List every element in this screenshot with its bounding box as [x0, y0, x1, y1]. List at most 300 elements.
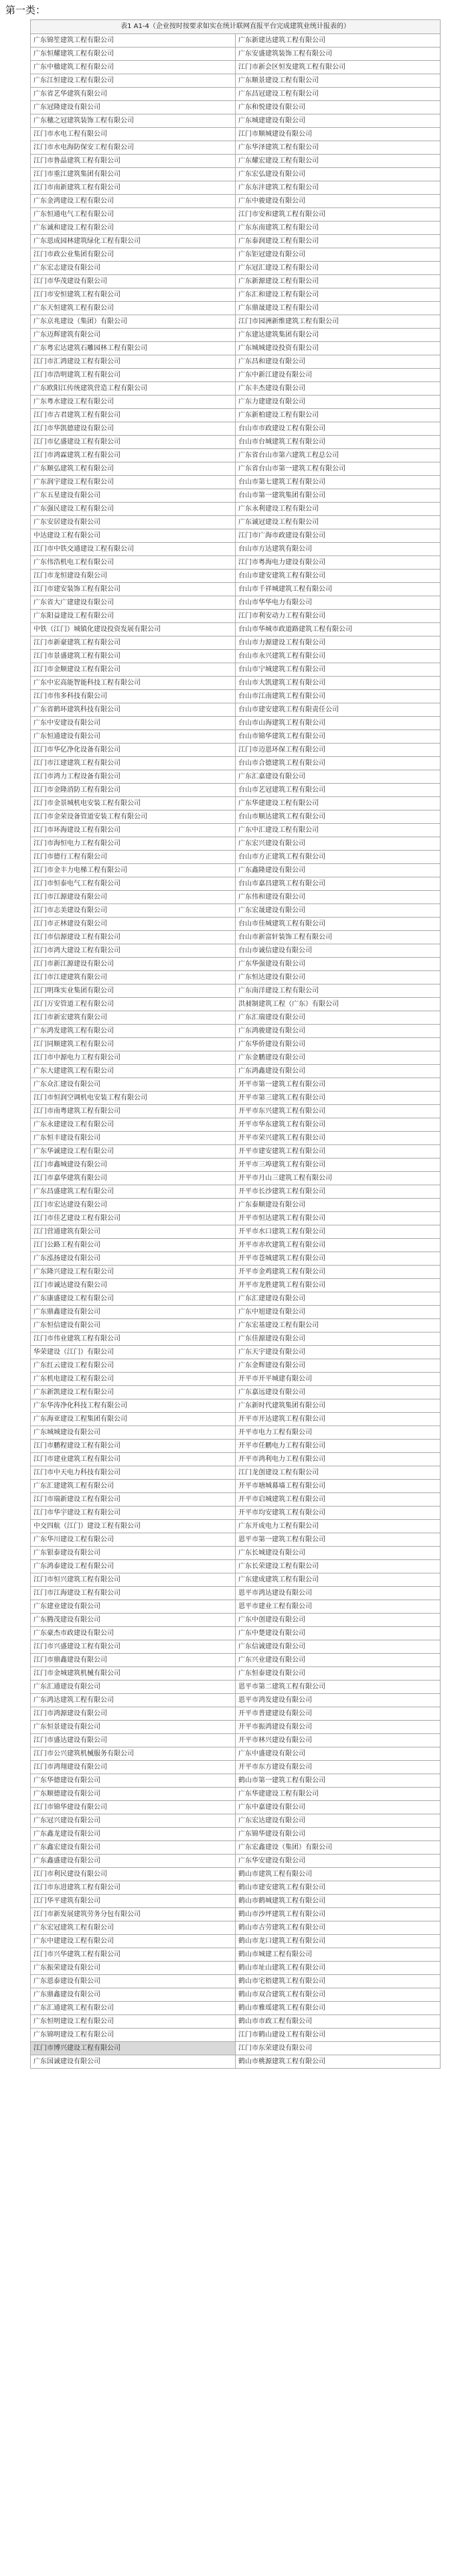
table-row	[31, 1988, 441, 2002]
company-name-left: 广东海亚建设工程集团有限公司	[31, 1413, 236, 1426]
company-name-left: 江门市新宏建筑有限公司	[31, 1011, 236, 1025]
company-name-right: 台山市华城市政道路建筑工程有限公司	[236, 623, 441, 636]
company-name-left: 江门市中源电力工程有限公司	[31, 1051, 236, 1065]
table-row	[31, 1118, 441, 1132]
company-name-left: 江门市志美建设有限公司	[31, 904, 236, 918]
table-row	[31, 904, 441, 918]
company-name-right: 江门市新会区恒发建筑工程有限公司	[236, 61, 441, 74]
company-name-right: 开平市长沙建筑工程有限公司	[236, 1185, 441, 1199]
company-name-right: 江门市顺城建设有限公司	[236, 128, 441, 141]
company-name-left: 广东隆兴建设工程有限公司	[31, 1266, 236, 1279]
table-row	[31, 101, 441, 114]
company-name-right: 江门市粤海电力建设有限公司	[236, 556, 441, 570]
company-name-right: 广东泰顺建设有限公司	[236, 1199, 441, 1212]
company-name-right: 广东南洋建设工程有限公司	[236, 984, 441, 998]
company-name-left: 广东城城建设有限公司	[31, 1426, 236, 1440]
company-name-left: 江门市恒兴建筑工程有限公司	[31, 1573, 236, 1587]
table-row	[31, 489, 441, 503]
table-row	[31, 1279, 441, 1292]
company-name-right: 广东宏鑫建设（集团）有限公司	[236, 1841, 441, 1855]
company-name-right: 开平市开平城建有限公司	[236, 1373, 441, 1386]
company-name-right: 广东恒达建设有限公司	[236, 971, 441, 984]
table-row	[31, 1908, 441, 1921]
company-name-right: 广东昌和建设有限公司	[236, 355, 441, 369]
company-name-right: 台山市江南建筑工程有限公司	[236, 690, 441, 703]
company-name-left: 江门市南粤建筑工程有限公司	[31, 1105, 236, 1118]
company-name-right: 广东建成建筑工程有限公司	[236, 1573, 441, 1587]
table-row	[31, 275, 441, 288]
company-name-right: 台山市方达建筑有限公司	[236, 543, 441, 556]
company-name-right: 开平市开达建筑工程有限公司	[236, 1413, 441, 1426]
table-row	[31, 315, 441, 329]
table-row	[31, 155, 441, 168]
table-row	[31, 690, 441, 703]
company-name-right: 台山市方正建筑工程有限公司	[236, 851, 441, 864]
table-row	[31, 1011, 441, 1025]
company-name-right: 台山市市政建设工程有限公司	[236, 422, 441, 436]
table-row	[31, 1895, 441, 1908]
company-name-left: 江门市德行工程有限公司	[31, 851, 236, 864]
table-row	[31, 770, 441, 784]
company-name-left: 江门市东进建筑工程有限公司	[31, 1881, 236, 1895]
table-row	[31, 1828, 441, 1841]
table-row	[31, 1453, 441, 1466]
company-name-right: 广东宏基建设工程有限公司	[236, 1319, 441, 1333]
company-name-right: 恩平市第一建筑工程有限公司	[236, 1533, 441, 1547]
company-name-left: 广东诚和建设工程有限公司	[31, 222, 236, 235]
company-name-left: 广东建业建设有限公司	[31, 1600, 236, 1614]
table-row	[31, 824, 441, 837]
company-name-left: 广东鸿泰建设工程有限公司	[31, 1560, 236, 1573]
company-name-left: 江门市兴华建筑工程有限公司	[31, 1948, 236, 1962]
company-name-right: 广东华侨建设有限公司	[236, 1038, 441, 1051]
company-name-right: 台山市新富轩装饰工程有限公司	[236, 931, 441, 944]
company-name-right: 开平市龙胜建筑工程有限公司	[236, 1279, 441, 1292]
company-name-right: 广东华强建设有限公司	[236, 958, 441, 971]
table-body	[31, 34, 441, 2069]
company-name-right: 江门市东荣建设有限公司	[236, 2042, 441, 2055]
company-name-right: 开平市鸿利电力工程有限公司	[236, 1453, 441, 1466]
company-name-left: 江门明珠实业集团有限公司	[31, 984, 236, 998]
company-name-right: 广东耀宏建设工程有限公司	[236, 155, 441, 168]
company-name-right: 广东天宇建设有限公司	[236, 1346, 441, 1359]
table-row	[31, 1654, 441, 1667]
company-name-left: 广东中安建设有限公司	[31, 717, 236, 730]
company-name-left: 江门市诚达建设有限公司	[31, 1279, 236, 1292]
table-row	[31, 1533, 441, 1547]
company-name-left: 广东穗之冠建筑装饰工程有限公司	[31, 114, 236, 128]
table-row	[31, 1600, 441, 1614]
company-name-left: 江门市重江建筑集团有限公司	[31, 168, 236, 181]
company-name-left: 广东金鸿建设工程有限公司	[31, 195, 236, 208]
company-name-right: 鹤山市宅梧建筑工程有限公司	[236, 1975, 441, 1988]
company-name-left: 江门市鑫城建设有限公司	[31, 1158, 236, 1172]
company-name-left: 广东强民建设工程有限公司	[31, 503, 236, 516]
table-row	[31, 1266, 441, 1279]
company-name-right: 广东金鹏建设有限公司	[236, 1051, 441, 1065]
company-name-right: 广东顺景建设工程有限公司	[236, 74, 441, 88]
table-row	[31, 1881, 441, 1895]
table-row	[31, 248, 441, 262]
company-name-right: 恩平市第二建筑工程有限公司	[236, 1681, 441, 1694]
company-name-left: 广东冠兴建设有限公司	[31, 1814, 236, 1828]
company-name-left: 江门市鼎鑫建设有限公司	[31, 1654, 236, 1667]
table-row	[31, 1306, 441, 1319]
company-name-right: 广东华建建设工程有限公司	[236, 797, 441, 810]
company-name-right: 广东中骏建设有限公司	[236, 195, 441, 208]
table-row	[31, 1051, 441, 1065]
company-name-left: 江门市宏达建设有限公司	[31, 1199, 236, 1212]
company-name-left: 广东中建建设工程有限公司	[31, 1935, 236, 1948]
company-name-left: 江门市正林建设有限公司	[31, 918, 236, 931]
company-name-left: 江门市水电海防保安工程有限公司	[31, 141, 236, 155]
company-name-right: 台山市锦华建筑工程有限公司	[236, 730, 441, 744]
company-name-right: 江门市迈恩环保工程有限公司	[236, 744, 441, 757]
table-row	[31, 1948, 441, 1962]
table-row	[31, 1426, 441, 1440]
company-name-right: 鹤山市沙坪建筑工程有限公司	[236, 1908, 441, 1921]
table-row	[31, 302, 441, 315]
company-name-left: 江门市亿盛建设工程有限公司	[31, 436, 236, 449]
table-row	[31, 1667, 441, 1681]
company-name-left: 广东江恒建设工程有限公司	[31, 74, 236, 88]
company-name-left: 广东腾茂建设有限公司	[31, 1614, 236, 1627]
company-name-left: 广东恒耀建筑工程有限公司	[31, 48, 236, 61]
company-name-right: 广东汇瑞建设有限公司	[236, 1011, 441, 1025]
company-name-right: 开平市普建建设有限公司	[236, 1707, 441, 1721]
company-name-right: 开平市均安建筑工程有限公司	[236, 1507, 441, 1520]
company-name-right: 广东宏达建设有限公司	[236, 1814, 441, 1828]
company-name-left: 江门市建业建筑工程有限公司	[31, 1453, 236, 1466]
company-name-left: 江门市鲁晶建筑工程有限公司	[31, 155, 236, 168]
table-row	[31, 1038, 441, 1051]
company-name-left: 广东汇通建筑工程有限公司	[31, 2002, 236, 2015]
table-row	[31, 1440, 441, 1453]
table-row	[31, 677, 441, 690]
company-name-left: 广东永建建设工程有限公司	[31, 1118, 236, 1132]
company-name-left: 江门市景盛建筑工程有限公司	[31, 650, 236, 663]
table-row	[31, 288, 441, 302]
company-name-left: 江门市公兴建筑机械服务有限公司	[31, 1747, 236, 1761]
table-row	[31, 61, 441, 74]
company-name-right: 台山市顺达建筑工程有限公司	[236, 810, 441, 824]
company-name-left: 江门市中天电力科技有限公司	[31, 1466, 236, 1480]
company-name-left: 广东宏志建设有限公司	[31, 262, 236, 275]
company-name-left: 广东冠隆建设有限公司	[31, 101, 236, 114]
company-name-right: 广东佳源建设有限公司	[236, 1333, 441, 1346]
company-name-left: 广东大建建筑工程有限公司	[31, 1065, 236, 1078]
table-row	[31, 944, 441, 958]
company-name-left: 广东鸿达建筑工程有限公司	[31, 1694, 236, 1707]
table-row	[31, 610, 441, 623]
company-table-wrapper	[30, 19, 440, 2069]
company-name-right: 广东冠汇建设工程有限公司	[236, 262, 441, 275]
company-name-right: 广东鑫隆建设有限公司	[236, 864, 441, 877]
company-name-left: 江门市恒泰电气工程有限公司	[31, 877, 236, 891]
company-name-left: 江门市水电工程有限公司	[31, 128, 236, 141]
company-name-left: 江门市浩明建筑工程有限公司	[31, 369, 236, 382]
company-name-right: 广东华安建设有限公司	[236, 1855, 441, 1868]
table-row	[31, 703, 441, 717]
company-name-right: 广东伟和建设有限公司	[236, 891, 441, 904]
company-name-right: 广东锦华建设有限公司	[236, 1828, 441, 1841]
company-name-left: 江门市嘉华建筑有限公司	[31, 1172, 236, 1185]
table-row	[31, 48, 441, 61]
company-name-left: 广东康盛建设工程有限公司	[31, 1292, 236, 1306]
company-name-left: 江门市博兴建设工程有限公司	[31, 2042, 236, 2055]
table-row	[31, 877, 441, 891]
table-row	[31, 1078, 441, 1092]
company-name-left: 江门万安管道工程有限公司	[31, 998, 236, 1011]
table-row	[31, 342, 441, 355]
company-name-right: 广东兴业建设有限公司	[236, 1654, 441, 1667]
company-name-right: 广东宏弘建设有限公司	[236, 168, 441, 181]
company-name-right: 开平市第三建筑工程有限公司	[236, 1092, 441, 1105]
company-name-right: 广东中创建设有限公司	[236, 1614, 441, 1627]
table-row	[31, 195, 441, 208]
table-row	[31, 2002, 441, 2015]
company-name-left: 江门市盛达建设有限公司	[31, 1734, 236, 1747]
table-row	[31, 1199, 441, 1212]
company-name-right: 开平市苍城建筑工程有限公司	[236, 1252, 441, 1266]
table-row	[31, 1721, 441, 1734]
company-name-right: 广东省台山市第六建筑工程总公司	[236, 449, 441, 462]
company-name-right: 台山市力源建设工程有限公司	[236, 636, 441, 650]
company-name-right: 开平市赤坎建筑工程有限公司	[236, 1239, 441, 1252]
company-name-right: 广东鸿鑫建设有限公司	[236, 1065, 441, 1078]
table-row	[31, 208, 441, 222]
table-row	[31, 757, 441, 770]
table-row	[31, 744, 441, 757]
company-name-left: 广东安居建设有限公司	[31, 516, 236, 529]
company-name-left: 广东顺弘建筑工程有限公司	[31, 462, 236, 476]
company-name-right: 开平市东方建设有限公司	[236, 1761, 441, 1774]
company-name-right: 台山市诚信建设有限公司	[236, 944, 441, 958]
company-name-left: 广东阳益建设工程有限公司	[31, 610, 236, 623]
company-name-right: 台山市第七建筑工程有限公司	[236, 476, 441, 489]
company-name-right: 鹤山市址山建筑工程有限公司	[236, 1962, 441, 1975]
company-name-left: 江门市信源建设工程有限公司	[31, 931, 236, 944]
page-heading: 第一类：	[5, 4, 46, 16]
company-name-left: 江门公路工程有限公司	[31, 1239, 236, 1252]
table-row	[31, 1507, 441, 1520]
table-row	[31, 556, 441, 570]
company-name-right: 广东永利建设工程有限公司	[236, 503, 441, 516]
table-row	[31, 784, 441, 797]
company-name-right: 开平市林兴建设有限公司	[236, 1734, 441, 1747]
company-name-right: 开平市第一建筑工程有限公司	[236, 1078, 441, 1092]
company-name-left: 广东华川建设工程有限公司	[31, 1533, 236, 1547]
table-row	[31, 1520, 441, 1533]
table-row	[31, 529, 441, 543]
company-name-right: 鹤山市城建工程有限公司	[236, 1948, 441, 1962]
company-name-left: 江门市金隆消防工程有限公司	[31, 784, 236, 797]
company-name-right: 广东开成电力工程有限公司	[236, 1520, 441, 1533]
company-name-left: 广东华诚建设工程有限公司	[31, 1145, 236, 1158]
company-name-left: 广东豪杰市政建设有限公司	[31, 1627, 236, 1640]
table-row	[31, 918, 441, 931]
company-name-left: 广东宏冠建筑工程有限公司	[31, 1921, 236, 1935]
table-row	[31, 462, 441, 476]
table-row	[31, 1962, 441, 1975]
table-row	[31, 797, 441, 810]
company-name-left: 广东顺德建设有限公司	[31, 1788, 236, 1801]
company-name-right: 广东和悦建设有限公司	[236, 101, 441, 114]
company-name-right: 台山市山海建筑工程有限公司	[236, 717, 441, 730]
table-row	[31, 891, 441, 904]
company-name-left: 江门市江海建设工程有限公司	[31, 1587, 236, 1600]
table-row	[31, 1855, 441, 1868]
company-name-right: 鹤山市建安建筑工程有限公司	[236, 1881, 441, 1895]
company-name-left: 广东恒通电气工程有限公司	[31, 208, 236, 222]
company-name-right: 江门龙创建设工程有限公司	[236, 1466, 441, 1480]
company-name-left: 江门市锦华建设有限公司	[31, 1801, 236, 1814]
company-name-right: 鹤山市建筑工程有限公司	[236, 1868, 441, 1881]
table-row	[31, 1734, 441, 1747]
company-name-right: 台山市大凯建筑工程有限公司	[236, 677, 441, 690]
company-name-left: 江门市金城建筑机械有限公司	[31, 1667, 236, 1681]
table-row	[31, 1761, 441, 1774]
company-name-right: 广东安盛建筑装饰工程有限公司	[236, 48, 441, 61]
company-name-right: 江门市广海市政建设有限公司	[236, 529, 441, 543]
table-row	[31, 222, 441, 235]
company-name-right: 开平市荣兴建筑工程有限公司	[236, 1132, 441, 1145]
company-name-left: 广东恩成园林建筑绿化工程有限公司	[31, 235, 236, 248]
company-name-left: 广东鑫龙建设有限公司	[31, 1828, 236, 1841]
company-name-left: 江门市江源建设有限公司	[31, 891, 236, 904]
company-name-left: 江门华平建筑有限公司	[31, 1895, 236, 1908]
table-row	[31, 596, 441, 610]
company-name-left: 广东京兆建设（集团）有限公司	[31, 315, 236, 329]
company-name-left: 江门市江建建筑工程有限公司	[31, 757, 236, 770]
table-row	[31, 329, 441, 342]
company-name-right: 广东鼎晟建设工程有限公司	[236, 302, 441, 315]
company-name-left: 江门市政公业集团有限公司	[31, 248, 236, 262]
company-name-right: 鹤山市鹤城建筑工程有限公司	[236, 1895, 441, 1908]
company-name-right: 开平市电力工程有限公司	[236, 1426, 441, 1440]
company-name-left: 广东迈辉建筑有限公司	[31, 329, 236, 342]
company-name-right: 广东城建建设有限公司	[236, 114, 441, 128]
company-table	[30, 19, 441, 2069]
company-name-right: 广东宏晟建设有限公司	[236, 904, 441, 918]
table-row	[31, 168, 441, 181]
table-row	[31, 1359, 441, 1373]
company-name-left: 江门市建安装饰工程有限公司	[31, 583, 236, 596]
company-name-right: 鹤山市桃源建筑工程有限公司	[236, 2055, 441, 2069]
company-name-left: 江门市金荣设备管道安装工程有限公司	[31, 810, 236, 824]
table-row	[31, 1573, 441, 1587]
company-name-right: 鹤山市市政工程有限公司	[236, 2015, 441, 2029]
company-name-right: 广东汇和建设工程有限公司	[236, 288, 441, 302]
company-name-right: 江门市利安动力工程有限公司	[236, 610, 441, 623]
company-name-right: 恩平市鸿达建设有限公司	[236, 1587, 441, 1600]
company-name-right: 洪昶制建筑工程（广东）有限公司	[236, 998, 441, 1011]
table-row	[31, 476, 441, 489]
company-name-right: 广东力建建设有限公司	[236, 396, 441, 409]
company-name-left: 江门同顺建筑工程有限公司	[31, 1038, 236, 1051]
company-name-left: 华荣建设（江门）有限公司	[31, 1346, 236, 1359]
company-name-left: 江门市华宇建设工程有限公司	[31, 1507, 236, 1520]
company-name-right: 台山市建安建筑工程有限公司	[236, 570, 441, 583]
company-name-left: 广东振荣建设有限公司	[31, 1962, 236, 1975]
company-name-left: 江门市汇鸿建设工程有限公司	[31, 355, 236, 369]
company-name-right: 开平市水口建筑工程有限公司	[236, 1225, 441, 1239]
company-name-right: 广东诚冠建设工程有限公司	[236, 516, 441, 529]
table-row	[31, 1025, 441, 1038]
table-row	[31, 1640, 441, 1654]
company-name-left: 江门市中铁交通建设工程有限公司	[31, 543, 236, 556]
company-name-left: 江门市兴盛建设工程有限公司	[31, 1640, 236, 1654]
table-row	[31, 422, 441, 436]
company-name-left: 广东锦笙建筑工程有限公司	[31, 34, 236, 48]
table-row	[31, 74, 441, 88]
table-row	[31, 864, 441, 877]
table-row	[31, 141, 441, 155]
company-name-right: 广东金辉建设有限公司	[236, 1359, 441, 1373]
table-row	[31, 1774, 441, 1788]
table-row	[31, 1092, 441, 1105]
table-row	[31, 382, 441, 396]
table-row	[31, 1132, 441, 1145]
company-name-left: 江门市海恒电力工程有限公司	[31, 837, 236, 851]
table-row	[31, 1788, 441, 1801]
table-row	[31, 837, 441, 851]
table-row	[31, 369, 441, 382]
table-row	[31, 810, 441, 824]
table-row	[31, 1841, 441, 1855]
company-name-left: 广东省鹤环建筑科技有限公司	[31, 703, 236, 717]
table-row	[31, 1319, 441, 1333]
company-name-right: 台山市永兴建筑工程有限公司	[236, 650, 441, 663]
company-name-right: 台山市千祥城建筑工程有限公司	[236, 583, 441, 596]
company-name-right: 鹤山市双合建筑工程有限公司	[236, 1988, 441, 2002]
table-row	[31, 114, 441, 128]
company-name-left: 广东银泰建设有限公司	[31, 1547, 236, 1560]
company-name-right: 台山市台城建筑工程有限公司	[236, 436, 441, 449]
table-row	[31, 516, 441, 529]
company-name-right: 开平市金鸡建筑工程有限公司	[236, 1266, 441, 1279]
table-row	[31, 1225, 441, 1239]
company-name-left: 广东天恒建筑工程有限公司	[31, 302, 236, 315]
company-name-right: 恩平市建业工程有限公司	[236, 1600, 441, 1614]
table-row	[31, 128, 441, 141]
company-name-left: 广东华德建设有限公司	[31, 1774, 236, 1788]
table-row	[31, 998, 441, 1011]
company-name-left: 江门市环海建设工程有限公司	[31, 824, 236, 837]
company-name-left: 广东昌盛建筑工程有限公司	[31, 1185, 236, 1199]
company-name-left: 广东恒信建设有限公司	[31, 1319, 236, 1333]
company-name-left: 江门市鸿翔建设有限公司	[31, 1761, 236, 1774]
company-name-right: 开平市任鹏电力工程有限公司	[236, 1440, 441, 1453]
company-name-right: 广东东沣建筑工程有限公司	[236, 181, 441, 195]
company-name-right: 江门市鹤山建设工程有限公司	[236, 2029, 441, 2042]
table-row	[31, 1587, 441, 1600]
company-name-right: 开平市三埠建筑工程有限公司	[236, 1158, 441, 1172]
company-name-left: 广东恒明建设工程有限公司	[31, 2015, 236, 2029]
company-name-left: 广东鑫宏建设有限公司	[31, 1841, 236, 1855]
company-name-left: 广东鼎鑫建设有限公司	[31, 1306, 236, 1319]
company-name-left: 广东粤水建设工程有限公司	[31, 396, 236, 409]
company-name-left: 广东粤宏达建筑石雕园林工程有限公司	[31, 342, 236, 355]
company-name-left: 广东恩泰建设有限公司	[31, 1975, 236, 1988]
company-name-right: 开平市塘城幕墙工程有限公司	[236, 1480, 441, 1493]
company-name-right: 广东省台山市第一建筑工程有限公司	[236, 462, 441, 476]
table-row	[31, 623, 441, 636]
company-name-left: 江门市华茂建设有限公司	[31, 275, 236, 288]
company-name-right: 广东新柏建设工程有限公司	[236, 409, 441, 422]
company-name-left: 江门市江建建筑有限公司	[31, 971, 236, 984]
table-row	[31, 34, 441, 48]
